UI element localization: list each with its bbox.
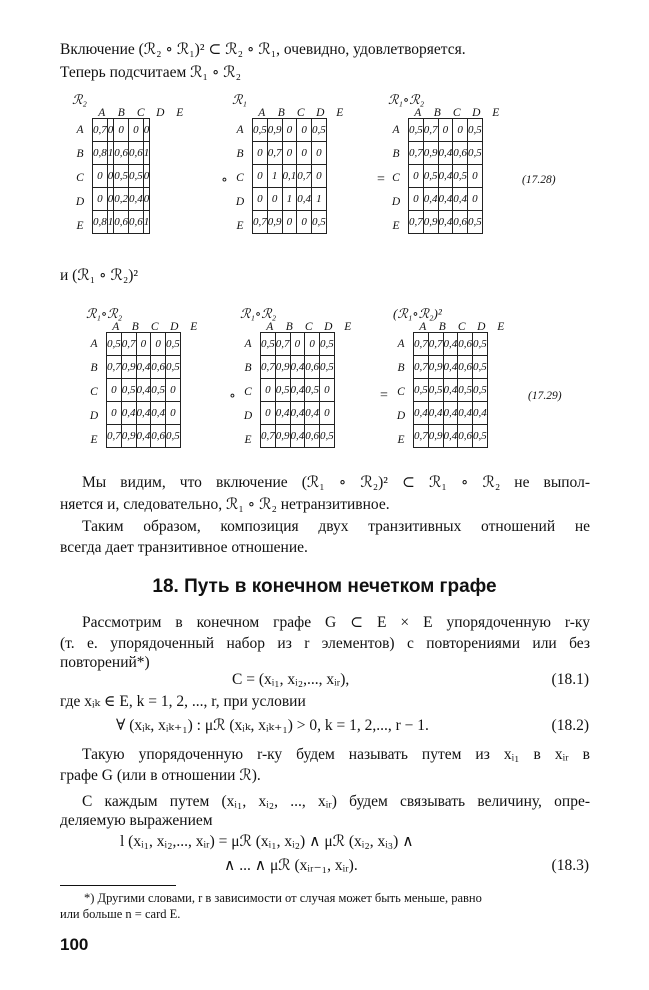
matrix-cell: 0,6	[151, 425, 166, 448]
matrix-cell: 0,4	[136, 425, 151, 448]
column-label: E	[344, 321, 352, 333]
matrix-cell: 0,5	[312, 119, 327, 142]
matrix-cell: 0,7	[93, 119, 108, 142]
matrix-cell: 0	[143, 188, 150, 211]
matrix-cell: 0	[253, 142, 268, 165]
equation-number-18-1: (18.1)	[551, 671, 589, 688]
matrix-cell: 0	[107, 188, 114, 211]
matrix-grid	[106, 332, 181, 448]
matrix-cell: 0,5	[253, 119, 268, 142]
row-labels	[232, 118, 248, 238]
row-label: C	[244, 386, 252, 398]
equation-label-17-29: (17.29)	[528, 390, 562, 402]
matrix-row	[414, 425, 488, 448]
row-label: D	[391, 196, 401, 208]
matrix-cell: 1	[267, 165, 282, 188]
matrix-label: (ℛ₁∘ℛ₂)²	[393, 306, 442, 321]
matrix-cell: 0,5	[473, 333, 488, 356]
equation-label-17-28: (17.28)	[522, 174, 556, 186]
matrix-cell: 0,5	[312, 211, 327, 234]
matrix-cell: 0,5	[114, 165, 129, 188]
matrix-cell: 0,9	[121, 356, 136, 379]
matrix-cell: 0	[409, 165, 424, 188]
matrix-cell: 0,6	[305, 425, 320, 448]
column-label: A	[419, 321, 427, 333]
matrix-row	[107, 425, 181, 448]
matrix-cell: 0,9	[428, 356, 443, 379]
row-labels	[393, 332, 409, 452]
page-number: 100	[60, 935, 89, 954]
matrix-cell: 0	[297, 211, 312, 234]
matrix-cell: 0,5	[320, 425, 335, 448]
column-label: A	[266, 321, 274, 333]
matrix-cell: 0	[107, 402, 122, 425]
matrix-cell: 0,9	[428, 425, 443, 448]
column-label: A	[414, 107, 422, 119]
matrix-cell: 0,4	[290, 379, 305, 402]
matrix-cell: 0	[114, 119, 129, 142]
row-label: E	[90, 434, 98, 446]
matrix-cell: 0,6	[453, 142, 468, 165]
column-label: A	[112, 321, 120, 333]
matrix-cell: 0	[107, 379, 122, 402]
matrix-cell: 0,5	[453, 165, 468, 188]
matrix-row	[253, 165, 327, 188]
matrix-cell: 0,6	[453, 211, 468, 234]
matrix-cell: 0,6	[129, 211, 144, 234]
column-label: E	[190, 321, 198, 333]
matrix-cell: 0,4	[275, 402, 290, 425]
section-heading: 18. Путь в конечном нечетком графе	[152, 576, 497, 597]
matrix-cell: 0	[93, 165, 108, 188]
and-line: и (ℛ₁ ∘ ℛ₂)²	[60, 267, 139, 284]
matrix-cell: 0,7	[414, 356, 429, 379]
matrix-cell: 0	[468, 165, 483, 188]
matrix-row	[409, 119, 483, 142]
matrix-cell: 0,5	[423, 165, 438, 188]
matrix-cell: 0,7	[267, 142, 282, 165]
matrix-cell: 0,4	[438, 211, 453, 234]
row-labels	[388, 118, 404, 238]
row-label: B	[236, 148, 244, 160]
matrix-cell: 0	[107, 165, 114, 188]
matrix-row	[107, 333, 181, 356]
matrix-row	[261, 356, 335, 379]
matrix-cell: 0,5	[468, 211, 483, 234]
matrix-cell: 0,6	[114, 142, 129, 165]
row-label: D	[89, 410, 99, 422]
matrix-cell: 0,4	[443, 333, 458, 356]
matrix-row	[414, 379, 488, 402]
column-label: E	[176, 107, 184, 119]
intro-line: Включение (ℛ₂ ∘ ℛ₁)² ⊂ ℛ₂ ∘ ℛ₁, очевидно, удовлетворяется.	[60, 41, 466, 58]
matrix-cell: 0,6	[458, 425, 473, 448]
column-label: D	[477, 321, 486, 333]
column-label: C	[304, 321, 313, 333]
column-label: D	[472, 107, 481, 119]
matrix-cell: 0	[468, 188, 483, 211]
matrix-row	[107, 379, 181, 402]
column-label: B	[438, 321, 446, 333]
matrix-cell: 1	[143, 142, 150, 165]
matrix-row	[414, 333, 488, 356]
matrix-cell: 0,9	[275, 356, 290, 379]
matrix-cell: 0	[166, 379, 181, 402]
matrix-row	[253, 211, 327, 234]
paragraph-3-line-2: (т. е. упорядоченный набор из r элементов) с повторениями или без	[60, 635, 590, 652]
row-label: D	[75, 196, 85, 208]
footnote-line-1: *) Другими словами, r в зависимости от случая может быть меньше, равно	[84, 891, 482, 905]
matrix-cell: 0,4	[423, 188, 438, 211]
row-label: B	[244, 362, 252, 374]
matrix-cell: 0	[453, 119, 468, 142]
column-label: C	[136, 107, 145, 119]
matrix-cell: 0	[129, 119, 144, 142]
matrix-cell: 0	[267, 188, 282, 211]
matrix-cell: 0,5	[151, 379, 166, 402]
matrix-cell: 0,4	[458, 402, 473, 425]
matrix-cell: 0,5	[468, 119, 483, 142]
paragraph-5-line-1: С каждым путем (xᵢ₁, xᵢ₂, ..., xᵢᵣ) будем связывать величину, опре-	[82, 793, 590, 810]
matrix-row	[261, 402, 335, 425]
row-label: A	[392, 124, 400, 136]
column-label: B	[277, 107, 285, 119]
matrix-row	[93, 165, 150, 188]
row-label: C	[397, 386, 405, 398]
row-label: B	[90, 362, 98, 374]
matrix-row	[414, 356, 488, 379]
matrix-row	[409, 211, 483, 234]
column-label: A	[98, 107, 106, 119]
matrix-cell: 0	[93, 188, 108, 211]
matrix-cell: 0,4	[438, 165, 453, 188]
column-label: B	[117, 107, 125, 119]
matrix-cell: 0,4	[129, 188, 144, 211]
equation-18-2: ∀ (xᵢₖ, xᵢₖ₊₁) : μℛ (xᵢₖ, xᵢₖ₊₁) > 0, k = 1, 2,..., r − 1.	[116, 717, 429, 734]
row-label: A	[90, 338, 98, 350]
matrix-cell: 0	[282, 211, 297, 234]
matrix-row	[409, 188, 483, 211]
matrix-cell: 0	[253, 188, 268, 211]
row-label: E	[76, 220, 84, 232]
matrix-cell: 0,9	[275, 425, 290, 448]
matrix-cell: 0	[305, 333, 320, 356]
column-label: C	[452, 107, 461, 119]
matrix-cell: 0,4	[121, 402, 136, 425]
matrix-cell: 0,5	[107, 333, 122, 356]
matrix-cell: 1	[282, 188, 297, 211]
matrix-cell: 0,4	[305, 402, 320, 425]
matrix-cell: 1	[107, 211, 114, 234]
matrix-cell: 0,5	[129, 165, 144, 188]
matrix-row	[261, 425, 335, 448]
matrix-label: ℛ₁∘ℛ₂	[86, 306, 123, 321]
matrix-cell: 0,4	[438, 142, 453, 165]
matrix-cell: 0	[320, 402, 335, 425]
row-label: D	[396, 410, 406, 422]
matrix-cell: 0,7	[414, 333, 429, 356]
matrix-cell: 0	[297, 142, 312, 165]
matrix-cell: 1	[312, 188, 327, 211]
column-label: B	[131, 321, 139, 333]
equation-18-1: C = (xᵢ₁, xᵢ₂,..., xᵢᵣ),	[232, 671, 350, 688]
matrix-row	[253, 142, 327, 165]
matrix-cell: 0	[290, 333, 305, 356]
paragraph-2-line-1: Таким образом, композиция двух транзитивных отношений не	[82, 518, 590, 535]
matrix-cell: 0,7	[253, 211, 268, 234]
matrix-label: ℛ₂	[72, 92, 87, 107]
row-label: A	[244, 338, 252, 350]
matrix-cell: 0	[282, 119, 297, 142]
matrix-cell: 0	[409, 188, 424, 211]
matrix-grid	[260, 332, 335, 448]
matrix-cell: 0,5	[261, 333, 276, 356]
footnote-rule	[60, 885, 176, 886]
matrix-cell: 0,9	[423, 211, 438, 234]
matrix-cell: 0	[282, 142, 297, 165]
matrix-cell: 0,7	[261, 425, 276, 448]
matrix-row	[107, 356, 181, 379]
row-label: B	[397, 362, 405, 374]
matrix-label: ℛ₁	[232, 92, 247, 107]
matrix-cell: 0,5	[305, 379, 320, 402]
paragraph-5-line-2: деляемую выражением	[60, 812, 213, 829]
paragraph-3-line-3: повторений*)	[60, 654, 150, 671]
row-label: E	[236, 220, 244, 232]
column-label: E	[336, 107, 344, 119]
matrix-cell: 0	[320, 379, 335, 402]
matrix-cell: 0,5	[473, 379, 488, 402]
row-label: B	[76, 148, 84, 160]
matrix-cell: 0,4	[443, 379, 458, 402]
paragraph-2-line-2: всегда дает транзитивное отношение.	[60, 539, 308, 556]
equals-operator: =	[377, 172, 385, 187]
matrix-cell: 0,5	[473, 425, 488, 448]
row-label: A	[76, 124, 84, 136]
matrix-cell: 0,5	[166, 333, 181, 356]
matrix-row	[261, 333, 335, 356]
matrix-cell: 0,6	[129, 142, 144, 165]
matrix-cell: 0,4	[136, 356, 151, 379]
paragraph-3-line-1: Рассмотрим в конечном графе G ⊂ E × E упорядоченную r-ку	[82, 614, 590, 631]
matrix-cell: 0,4	[438, 188, 453, 211]
row-label: B	[392, 148, 400, 160]
matrix-cell: 0,5	[473, 356, 488, 379]
matrix-cell: 0,5	[320, 333, 335, 356]
matrix-cell: 0,5	[428, 379, 443, 402]
matrix-cell: 0,7	[261, 356, 276, 379]
column-label: C	[150, 321, 159, 333]
matrix-cell: 0,7	[428, 333, 443, 356]
row-label: E	[397, 434, 405, 446]
row-label: D	[243, 410, 253, 422]
matrix-cell: 1	[107, 142, 114, 165]
paragraph-1-line-1: Мы видим, что включение (ℛ₁ ∘ ℛ₂)² ⊂ ℛ₁ ∘ ℛ₂ не выпол-	[82, 474, 590, 491]
matrix-cell: 0,4	[290, 402, 305, 425]
equation-number-18-2: (18.2)	[551, 717, 589, 734]
matrix-cell: 0,2	[114, 188, 129, 211]
column-label: E	[492, 107, 500, 119]
matrix-cell: 0,8	[93, 211, 108, 234]
matrix-cell: 0,9	[423, 142, 438, 165]
matrix-row	[414, 402, 488, 425]
matrix-row	[253, 188, 327, 211]
paragraph-4-line-2: графе G (или в отношении ℛ).	[60, 767, 261, 784]
column-label: B	[285, 321, 293, 333]
row-labels	[240, 332, 256, 452]
row-label: A	[236, 124, 244, 136]
compose-operator: ∘	[221, 173, 228, 188]
row-label: E	[392, 220, 400, 232]
matrix-cell: 0,9	[267, 119, 282, 142]
matrix-cell: 0,4	[290, 356, 305, 379]
matrix-cell: 0	[166, 402, 181, 425]
matrix-cell: 0,8	[93, 142, 108, 165]
matrix-cell: 0,7	[414, 425, 429, 448]
equation-18-3-line-2: ∧ ... ∧ μℛ (xᵢᵣ₋₁, xᵢᵣ).	[224, 857, 358, 874]
compose-operator: ∘	[229, 389, 236, 404]
matrix-cell: 0,7	[107, 356, 122, 379]
column-label: D	[170, 321, 179, 333]
matrix-cell: 0	[312, 165, 327, 188]
matrix-row	[93, 142, 150, 165]
matrix-cell: 0	[107, 119, 114, 142]
matrix-cell: 0,7	[121, 333, 136, 356]
matrix-cell: 0	[143, 119, 150, 142]
column-label: A	[258, 107, 266, 119]
matrix-cell: 0,4	[136, 379, 151, 402]
paragraph-4-line-1: Такую упорядоченную r-ку будем называть путем из xᵢ₁ в xᵢᵣ в	[82, 746, 590, 763]
row-label: C	[236, 172, 244, 184]
matrix-grid	[252, 118, 327, 234]
matrix-cell: 0	[143, 165, 150, 188]
compute-line: Теперь подсчитаем ℛ₁ ∘ ℛ₂	[60, 64, 242, 81]
matrix-grid	[413, 332, 488, 448]
matrix-label: ℛ₁∘ℛ₂	[388, 92, 425, 107]
row-labels	[86, 332, 102, 452]
matrix-cell: 0,5	[414, 379, 429, 402]
equation-18-3-line-1: l (xᵢ₁, xᵢ₂,..., xᵢᵣ) = μℛ (xᵢ₁, xᵢ₂) ∧ μℛ (xᵢ₂, xᵢ₃) ∧	[120, 833, 414, 850]
matrix-cell: 0,5	[166, 356, 181, 379]
matrix-cell: 0,9	[267, 211, 282, 234]
matrix-grid	[92, 118, 150, 234]
matrix-cell: 0,7	[423, 119, 438, 142]
row-label: E	[244, 434, 252, 446]
equation-number-18-3: (18.3)	[551, 857, 589, 874]
matrix-grid	[408, 118, 483, 234]
matrix-cell: 0,4	[297, 188, 312, 211]
column-label: E	[497, 321, 505, 333]
matrix-cell: 0,6	[458, 333, 473, 356]
matrix-cell: 0,4	[443, 425, 458, 448]
matrix-cell: 0,5	[320, 356, 335, 379]
column-label: D	[316, 107, 325, 119]
matrix-cell: 0,7	[409, 142, 424, 165]
matrix-cell: 0	[261, 402, 276, 425]
matrix-cell: 0,5	[166, 425, 181, 448]
row-label: C	[76, 172, 84, 184]
matrix-cell: 0,9	[121, 425, 136, 448]
matrix-cell: 0,6	[114, 211, 129, 234]
matrix-cell: 0	[253, 165, 268, 188]
matrix-cell: 0,4	[453, 188, 468, 211]
matrix-cell: 0,5	[121, 379, 136, 402]
equals-operator: =	[380, 388, 388, 403]
column-label: B	[433, 107, 441, 119]
matrix-row	[107, 402, 181, 425]
row-labels	[72, 118, 88, 238]
matrix-cell: 0,5	[275, 379, 290, 402]
row-label: D	[235, 196, 245, 208]
column-label: D	[156, 107, 165, 119]
matrix-cell: 0,4	[136, 402, 151, 425]
row-label: A	[397, 338, 405, 350]
matrix-row	[409, 165, 483, 188]
matrix-cell: 0,4	[473, 402, 488, 425]
matrix-row	[261, 379, 335, 402]
matrix-cell: 0	[312, 142, 327, 165]
matrix-cell: 0,7	[297, 165, 312, 188]
matrix-cell: 0,7	[409, 211, 424, 234]
matrix-cell: 0,5	[468, 142, 483, 165]
column-label: C	[296, 107, 305, 119]
matrix-cell: 0,6	[305, 356, 320, 379]
matrix-cell: 0,7	[275, 333, 290, 356]
matrix-label: ℛ₁∘ℛ₂	[240, 306, 277, 321]
matrix-cell: 0,4	[443, 402, 458, 425]
matrix-cell: 0	[136, 333, 151, 356]
matrix-cell: 0,4	[443, 356, 458, 379]
matrix-cell: 0,5	[409, 119, 424, 142]
matrix-cell: 0,6	[151, 356, 166, 379]
matrix-cell: 0	[438, 119, 453, 142]
paragraph-1-line-2: няется и, следовательно, ℛ₁ ∘ ℛ₂ нетранзитивное.	[60, 496, 390, 513]
column-label: C	[457, 321, 466, 333]
row-label: C	[90, 386, 98, 398]
matrix-row	[93, 119, 150, 142]
matrix-cell: 0	[151, 333, 166, 356]
matrix-cell: 0,4	[428, 402, 443, 425]
column-label: D	[324, 321, 333, 333]
matrix-cell: 0,5	[458, 379, 473, 402]
matrix-cell: 0,1	[282, 165, 297, 188]
matrix-row	[93, 211, 150, 234]
matrix-cell: 0,6	[458, 356, 473, 379]
matrix-cell: 0,4	[151, 402, 166, 425]
matrix-row	[93, 188, 150, 211]
matrix-cell: 0	[297, 119, 312, 142]
matrix-cell: 0,7	[107, 425, 122, 448]
matrix-row	[253, 119, 327, 142]
matrix-cell: 0	[261, 379, 276, 402]
matrix-row	[409, 142, 483, 165]
matrix-cell: 1	[143, 211, 150, 234]
where-line: где xᵢₖ ∈ E, k = 1, 2, ..., r, при условии	[60, 693, 306, 710]
footnote-line-2: или больше n = card E.	[60, 907, 181, 921]
matrix-cell: 0,4	[290, 425, 305, 448]
matrix-cell: 0,4	[414, 402, 429, 425]
row-label: C	[392, 172, 400, 184]
